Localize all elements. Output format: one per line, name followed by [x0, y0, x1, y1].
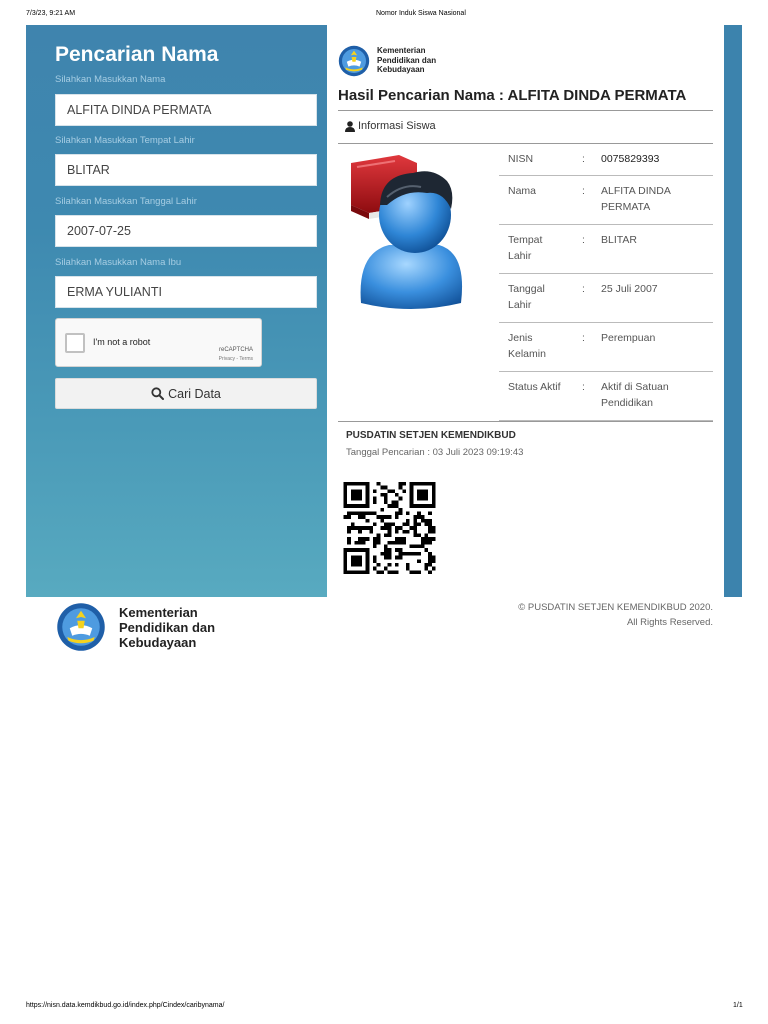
student-avatar-icon — [347, 153, 467, 313]
right-background-strip — [724, 25, 742, 597]
divider — [338, 421, 713, 422]
recaptcha-label: I'm not a robot — [93, 337, 151, 347]
search-button-label: Cari Data — [168, 386, 221, 401]
search-icon — [151, 387, 164, 400]
birthplace-value: BLITAR — [601, 234, 637, 246]
student-info-table — [499, 143, 713, 421]
row-colon: : — [582, 234, 585, 246]
search-panel-title: Pencarian Nama — [55, 43, 219, 66]
logo-line-2: Pendidikan dan — [377, 55, 437, 65]
status-value: Aktif di Satuan Pendidikan — [601, 381, 669, 409]
print-url: https://nisn.data.kemdikbud.go.id/index.php/Cindex/caribynama/ — [26, 1002, 225, 1009]
row-colon: : — [582, 185, 585, 197]
rights-text: All Rights Reserved. — [626, 616, 713, 628]
search-button[interactable] — [55, 378, 317, 409]
recaptcha-brand: reCAPTCHA — [218, 347, 253, 353]
kemdikbud-logo-icon — [338, 45, 370, 77]
birthplace-row-label: Tempat Lahir — [508, 234, 543, 262]
row-colon: : — [582, 381, 585, 393]
result-card — [327, 25, 724, 597]
print-page-title: Nomor Induk Siswa Nasional — [376, 10, 466, 17]
footer-logo-text — [119, 605, 215, 650]
recaptcha-widget — [55, 318, 262, 367]
row-colon: : — [582, 153, 585, 165]
print-header — [0, 10, 768, 22]
birthplace-label: Silahkan Masukkan Tempat Lahir — [55, 135, 195, 146]
table-row — [499, 176, 713, 225]
birthplace-input[interactable]: BLITAR — [55, 154, 317, 186]
birthdate-input[interactable]: 2007-07-25 — [55, 215, 317, 247]
table-row — [499, 323, 713, 372]
row-colon: : — [582, 283, 585, 295]
recaptcha-links[interactable]: Privacy - Terms — [218, 356, 253, 362]
footer-logo-line-2: Pendidikan dan — [119, 620, 216, 635]
logo-line-3: Kebudayaan — [377, 65, 425, 74]
agency-name: PUSDATIN SETJEN KEMENDIKBUD — [346, 430, 516, 441]
nisn-label: NISN — [508, 153, 534, 165]
kemdikbud-footer-logo-icon — [56, 602, 106, 652]
divider — [338, 110, 713, 111]
search-panel — [26, 25, 327, 597]
name-input[interactable]: ALFITA DINDA PERMATA — [55, 94, 317, 126]
mother-name-label: Silahkan Masukkan Nama Ibu — [55, 257, 182, 268]
name-value: ALFITA DINDA PERMATA — [601, 185, 671, 213]
table-row — [499, 372, 713, 421]
mother-name-input[interactable]: ERMA YULIANTI — [55, 276, 317, 308]
table-row — [499, 225, 713, 274]
main-container — [26, 25, 742, 597]
student-info-heading-label: Informasi Siswa — [358, 120, 436, 132]
user-icon — [345, 121, 355, 132]
print-datetime: 7/3/23, 9:21 AM — [26, 10, 76, 17]
footer-copyright — [470, 601, 713, 630]
footer-logo-line-3: Kebudayaan — [119, 635, 197, 650]
birthdate-row-label: Tanggal Lahir — [508, 283, 545, 311]
recaptcha-checkbox[interactable] — [65, 333, 85, 353]
search-timestamp: Tanggal Pencarian : 03 Juli 2023 09:19:43 — [346, 447, 524, 458]
student-info-heading — [345, 120, 436, 132]
copyright-text: © PUSDATIN SETJEN KEMENDIKBUD 2020. — [518, 602, 713, 613]
row-colon: : — [582, 332, 585, 344]
result-title: Hasil Pencarian Nama : ALFITA DINDA PERMATA — [338, 87, 687, 104]
qr-code-icon — [341, 482, 438, 574]
logo-line-1: Kementerian — [377, 46, 426, 55]
print-page-count: 1/1 — [733, 1002, 743, 1009]
gender-row-label: Jenis Kelamin — [508, 332, 546, 360]
kemdikbud-logo-text — [377, 46, 436, 75]
status-row-label: Status Aktif — [508, 381, 561, 393]
name-label: Silahkan Masukkan Nama — [55, 74, 166, 85]
footer-logo-line-1: Kementerian — [119, 605, 198, 620]
gender-value: Perempuan — [601, 332, 656, 344]
nisn-value: 0075829393 — [601, 153, 660, 165]
name-row-label: Nama — [508, 185, 537, 197]
birthdate-label: Silahkan Masukkan Tanggal Lahir — [55, 196, 197, 207]
birthdate-value: 25 Juli 2007 — [601, 283, 658, 295]
table-row — [499, 143, 713, 176]
table-row — [499, 274, 713, 323]
